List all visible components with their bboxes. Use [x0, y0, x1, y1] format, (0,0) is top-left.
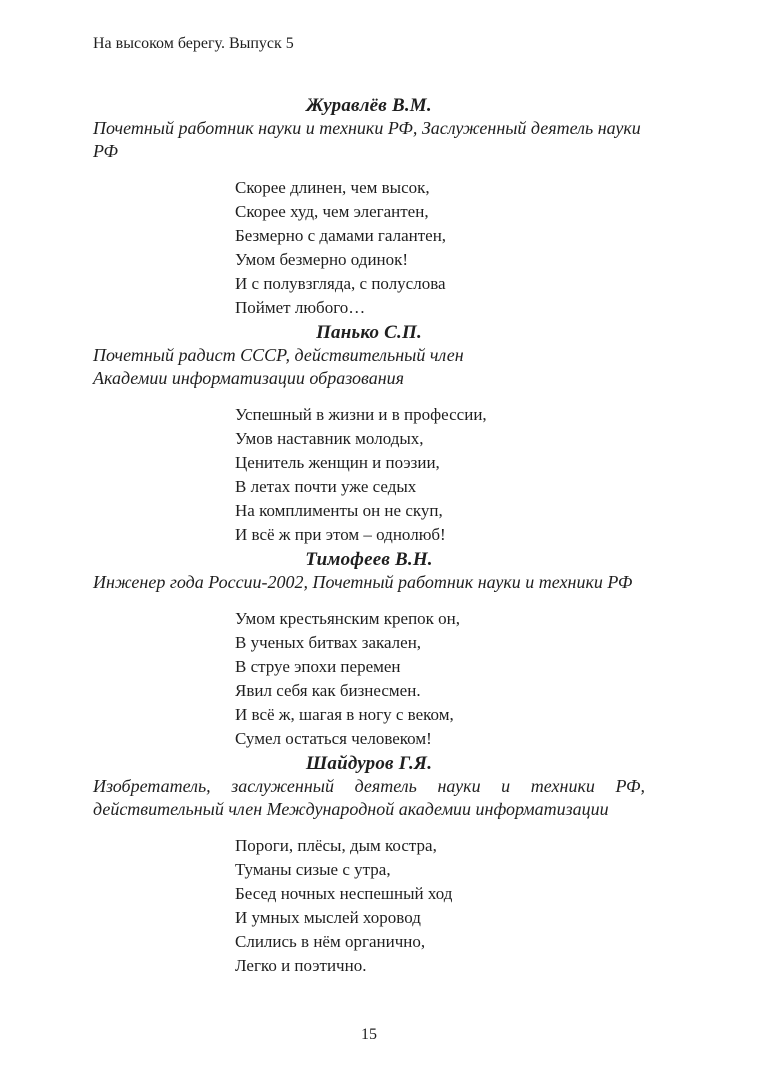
author-name: Панько С.П. — [316, 322, 422, 343]
author-name: Журавлёв В.М. — [306, 95, 432, 116]
poem-line: И всё ж при этом – однолюб! — [235, 525, 446, 544]
author-credentials — [93, 571, 645, 594]
poem-line: Умом безмерно одинок! — [235, 250, 409, 269]
credentials-line: Почетный работник науки и техники РФ, Заслуженный деятель науки — [93, 118, 641, 138]
poem-line: Слились в нём органично, — [235, 932, 426, 951]
poem — [235, 834, 645, 978]
poem-line: Легко и поэтично. — [235, 956, 367, 975]
credentials-line: Академии информатизации образования — [93, 368, 404, 388]
credentials-line: Инженер года России-2002, Почетный работник науки и техники РФ — [93, 572, 633, 592]
poem — [235, 403, 645, 547]
poem-section-timofeev — [93, 549, 645, 751]
credentials-line: действительный член Международной академии информатизации — [93, 799, 609, 819]
poem-line: В струе эпохи перемен — [235, 657, 401, 676]
poem-line: На комплименты он не скуп, — [235, 501, 443, 520]
poem-line: В ученых битвах закален, — [235, 633, 422, 652]
poem — [235, 176, 645, 320]
poem-line: Умов наставник молодых, — [235, 429, 424, 448]
poem-line: И умных мыслей хоровод — [235, 908, 421, 927]
poem-line: Ценитель женщин и поэзии, — [235, 453, 440, 472]
page-number: 15 — [361, 1026, 377, 1043]
poem-line: И с полувзгляда, с полуслова — [235, 274, 446, 293]
credentials-line: Почетный радист СССР, действительный член — [93, 345, 464, 365]
poem-line: Бесед ночных неспешный ход — [235, 884, 453, 903]
running-header: На высоком берегу. Выпуск 5 — [93, 35, 294, 52]
author-credentials — [93, 117, 645, 163]
poem-section-panko — [93, 322, 645, 547]
poem-line: Сумел остаться человеком! — [235, 729, 432, 748]
poem-line: Туманы сизые с утра, — [235, 860, 391, 879]
author-name: Шайдуров Г.Я. — [305, 753, 433, 774]
poem-line: И всё ж, шагая в ногу с веком, — [235, 705, 454, 724]
poem-line: Скорее длинен, чем высок, — [235, 178, 430, 197]
poem-line: Успешный в жизни и в профессии, — [235, 405, 487, 424]
poem-line: Скорее худ, чем элегантен, — [235, 202, 429, 221]
author-credentials — [93, 775, 645, 821]
author-name: Тимофеев В.Н. — [305, 549, 433, 570]
poem-line: Поймет любого… — [235, 298, 366, 317]
poem-section-shaydurov — [93, 753, 645, 978]
poem-line: Умом крестьянским крепок он, — [235, 609, 461, 628]
poem-section-zhuravlev — [93, 95, 645, 320]
credentials-line: РФ — [93, 141, 118, 161]
poem-line: Пороги, плёсы, дым костра, — [235, 836, 437, 855]
author-credentials — [93, 344, 645, 390]
poem-line: Безмерно с дамами галантен, — [235, 226, 447, 245]
poem — [235, 607, 645, 751]
poem-line: Явил себя как бизнесмен. — [235, 681, 421, 700]
credentials-line: Изобретатель, заслуженный деятель науки и техники РФ, — [93, 776, 645, 796]
poem-line: В летах почти уже седых — [235, 477, 417, 496]
